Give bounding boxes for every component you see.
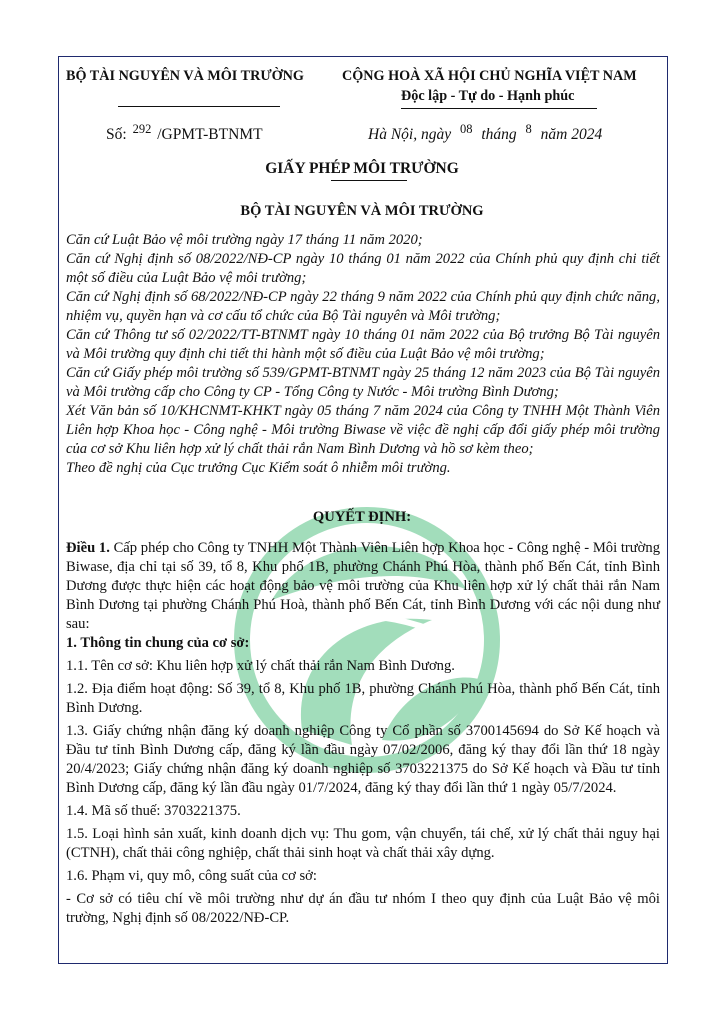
article-1: [66, 539, 660, 634]
date-day: 08: [459, 122, 473, 136]
article-label: Điều 1.: [66, 540, 110, 556]
basis-item: Xét Văn bản số 10/KHCNMT-KHKT ngày 05 tháng 7 năm 2024 của Công ty TNHH Một Thành Viên Liên hợp Khoa học - Công nghệ - Môi trường Biwase về việc đề nghị cấp đổi giấy phép môi trường của cơ sở Khu liên hợp xử lý chất thải rắn Nam Bình Dương và hồ sơ kèm theo;: [66, 403, 660, 457]
info-item: 1.4. Mã số thuế: 3703221375.: [66, 803, 241, 819]
info-item: - Cơ sở có tiêu chí về môi trường như dự án đầu tư nhóm I theo quy định của Luật Bảo vệ môi trường, Nghị định số 08/2022/NĐ-CP.: [66, 891, 660, 926]
article-text: Cấp phép cho Công ty TNHH Một Thành Viên Liên hợp Khoa học - Công nghệ - Môi trường Biwase, địa chỉ tại số 39, tổ 8, Khu phố 1B, phường Chánh Phú Hòa, thành phố Bến Cát, tỉnh Bình Dương được thực hiện các hoạt động bảo vệ môi trường của Khu liên hợp xử lý chất thải rắn Nam Bình Dương tại phường Chánh Phú Hoà, thành phố Bến Cát, tỉnh Bình Dương với các nội dung như sau:: [66, 540, 660, 632]
basis-item: Căn cứ Giấy phép môi trường số 539/GPMT-BTNMT ngày 25 tháng 12 năm 2023 của Bộ Tài nguyên và Môi trường cấp cho Công ty CP - Tổng Công ty Nước - Môi trường Bình Dương;: [66, 365, 660, 400]
info-item: 1.6. Phạm vi, quy mô, công suất của cơ sở:: [66, 868, 317, 884]
document-title: GIẤY PHÉP MÔI TRƯỜNG: [265, 160, 459, 177]
number-prefix: Số:: [106, 126, 127, 144]
date-month: 8: [525, 122, 532, 136]
date-year: năm 2024: [540, 126, 603, 144]
issuing-authority: BỘ TÀI NGUYÊN VÀ MÔI TRƯỜNG: [240, 203, 484, 219]
section-1-title: 1. Thông tin chung của cơ sở:: [66, 635, 250, 651]
ministry-underline: [118, 106, 280, 107]
basis-item: Theo đề nghị của Cục trưởng Cục Kiểm soát ô nhiễm môi trường.: [66, 460, 451, 476]
title-underline: [331, 180, 407, 181]
info-item: 1.1. Tên cơ sở: Khu liên hợp xử lý chất thải rắn Nam Bình Dương.: [66, 658, 455, 674]
basis-item: Căn cứ Luật Bảo vệ môi trường ngày 17 tháng 11 năm 2020;: [66, 232, 423, 248]
document-date: [368, 122, 602, 144]
document-number: [106, 122, 263, 144]
number-value: 292: [132, 122, 152, 136]
decision-heading: QUYẾT ĐỊNH:: [312, 509, 412, 525]
number-code: /GPMT-BTNMT: [157, 126, 263, 144]
decision-body: [66, 539, 660, 928]
republic-name: CỘNG HOÀ XÃ HỘI CHỦ NGHĨA VIỆT NAM: [342, 68, 637, 84]
basis-item: Căn cứ Nghị định số 08/2022/NĐ-CP ngày 10 tháng 01 năm 2022 của Chính phủ quy định chi tiết một số điều của Luật Bảo vệ môi trường;: [66, 251, 660, 286]
info-item: 1.5. Loại hình sản xuất, kinh doanh dịch vụ: Thu gom, vận chuyển, tái chế, xử lý chất thải nguy hại (CTNH), chất thải công nghiệp, chất thải sinh hoạt và chất thải xây dựng.: [66, 826, 660, 861]
legal-bases: [66, 231, 660, 478]
info-item: 1.2. Địa điểm hoạt động: Số 39, tổ 8, Khu phố 1B, phường Chánh Phú Hòa, thành phố Bến Cát, tỉnh Bình Dương.: [66, 681, 660, 716]
basis-item: Căn cứ Thông tư số 02/2022/TT-BTNMT ngày 10 tháng 01 năm 2022 của Bộ trưởng Bộ Tài nguyên và Môi trường quy định chi tiết thi hành một số điều của Luật Bảo vệ môi trường;: [66, 327, 660, 362]
date-month-label: tháng: [481, 126, 517, 144]
national-motto: Độc lập - Tự do - Hạnh phúc: [401, 88, 575, 104]
ministry-name: BỘ TÀI NGUYÊN VÀ MÔI TRƯỜNG: [66, 68, 304, 84]
info-item: 1.3. Giấy chứng nhận đăng ký doanh nghiệp Công ty Cổ phần số 3700145694 do Sở Kế hoạch và Đầu tư tỉnh Bình Dương cấp, đăng ký lần đầu ngày 07/02/2006, đăng ký thay đổi lần thứ 18 ngày 20/4/2023; Giấy chứng nhận đăng ký doanh nghiệp số 3703221375 do Sở Kế hoạch và Đầu tư tỉnh Bình Dương cấp, đăng ký lần đầu ngày 01/7/2024, đăng ký thay đổi lần thứ 1 ngày 05/7/2024.: [66, 723, 660, 796]
motto-underline: [401, 108, 597, 109]
basis-item: Căn cứ Nghị định số 68/2022/NĐ-CP ngày 22 tháng 9 năm 2022 của Chính phủ quy định chức năng, nhiệm vụ, quyền hạn và cơ cấu tổ chức của Bộ Tài nguyên và Môi trường;: [66, 289, 660, 324]
date-place: Hà Nội, ngày: [368, 126, 452, 144]
